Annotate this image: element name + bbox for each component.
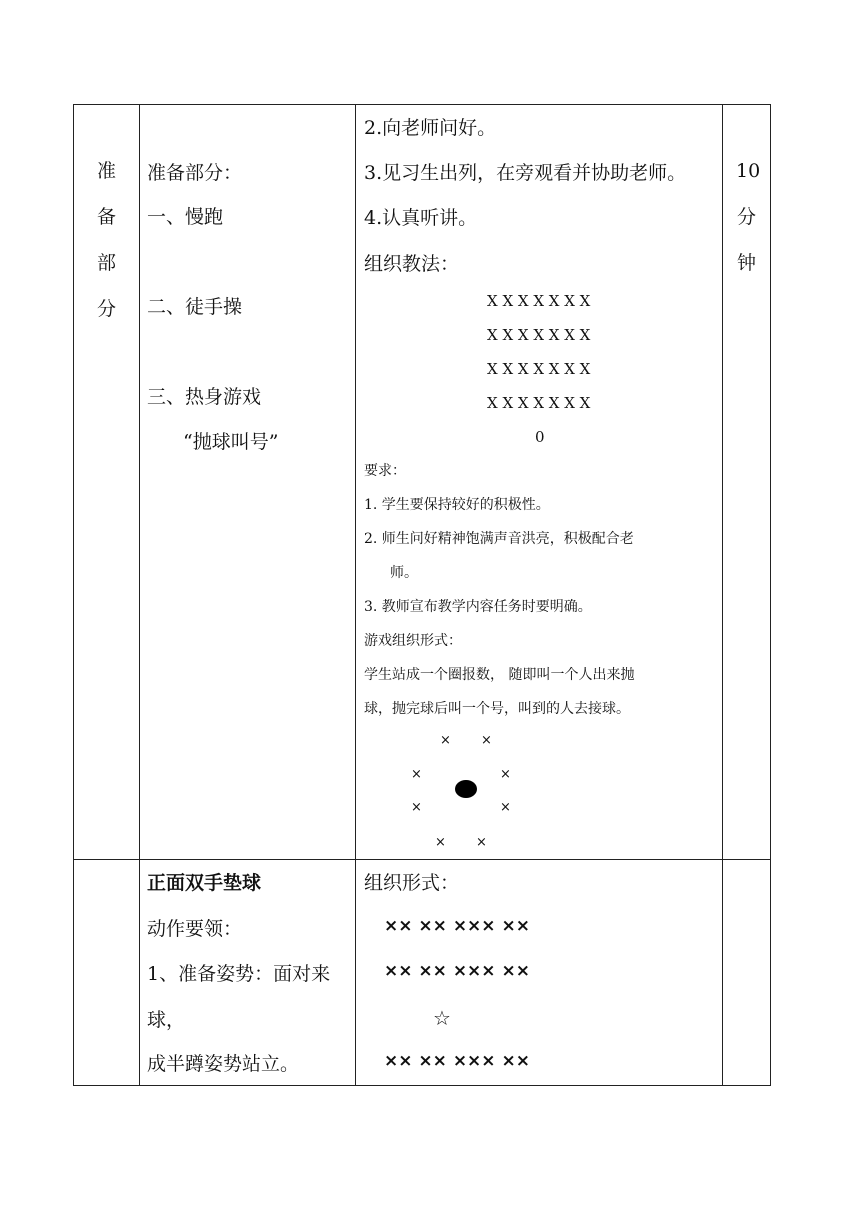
formation-row: X X X X X X X bbox=[487, 326, 591, 344]
teacher-position: 0 bbox=[535, 428, 545, 446]
student-mark: × bbox=[435, 835, 446, 850]
ball-icon bbox=[455, 780, 477, 798]
student-row: ×× ×× ××× ×× bbox=[384, 1051, 530, 1071]
requirement-item: 3. 教师宣布教学内容任务时要明确。 bbox=[364, 599, 592, 615]
row-divider bbox=[73, 859, 771, 860]
time-number: 10 bbox=[736, 160, 761, 182]
formation-row: X X X X X X X bbox=[487, 360, 591, 378]
method-line: 4.认真听讲。 bbox=[364, 207, 478, 229]
step-description: 成半蹲姿势站立。 bbox=[147, 1053, 300, 1075]
section-label-char: 分 bbox=[97, 298, 117, 320]
teacher-star-icon: ☆ bbox=[433, 1006, 451, 1030]
student-mark: × bbox=[411, 800, 422, 815]
student-mark: × bbox=[476, 835, 487, 850]
content-item-freehand-exercise: 二、徒手操 bbox=[147, 296, 243, 318]
student-row: ×× ×× ××× ×× bbox=[384, 961, 530, 981]
organization-title: 组织形式： bbox=[364, 872, 460, 894]
time-unit: 钟 bbox=[737, 252, 757, 274]
requirements-title: 要求： bbox=[364, 463, 406, 479]
student-mark: × bbox=[411, 767, 422, 782]
organization-title: 组织教法： bbox=[364, 253, 460, 275]
student-row: ×× ×× ××× ×× bbox=[384, 916, 530, 936]
requirement-item-continued: 师。 bbox=[390, 565, 418, 581]
student-mark: × bbox=[500, 800, 511, 815]
section-label-char: 部 bbox=[97, 252, 117, 274]
section-label-char: 备 bbox=[97, 206, 117, 228]
essentials-heading: 动作要领： bbox=[147, 918, 243, 940]
column-divider-2 bbox=[355, 104, 356, 1086]
formation-row: X X X X X X X bbox=[487, 292, 591, 310]
game-organization-title: 游戏组织形式： bbox=[364, 633, 462, 649]
requirement-item: 1. 学生要保持较好的积极性。 bbox=[364, 497, 550, 513]
table-right-border bbox=[770, 104, 771, 1086]
requirement-item: 2. 师生问好精神饱满声音洪亮，积极配合老 bbox=[364, 531, 634, 547]
student-mark: × bbox=[500, 767, 511, 782]
content-heading: 准备部分： bbox=[147, 162, 243, 184]
method-line: 3.见习生出列，在旁观看并协助老师。 bbox=[364, 162, 687, 184]
formation-row: X X X X X X X bbox=[487, 394, 591, 412]
skill-title: 正面双手垫球 bbox=[147, 872, 262, 894]
content-item-jogging: 一、慢跑 bbox=[147, 206, 224, 228]
section-label-char: 准 bbox=[97, 160, 117, 182]
table-top-border bbox=[73, 104, 771, 105]
game-description: 球，抛完球后叫一个号，叫到的人去接球。 bbox=[364, 701, 630, 717]
table-left-border bbox=[73, 104, 74, 1086]
column-divider-3 bbox=[722, 104, 723, 1086]
content-item-warmup-game: 三、热身游戏 bbox=[147, 386, 262, 408]
table-bottom-border bbox=[73, 1085, 771, 1086]
column-divider-1 bbox=[139, 104, 140, 1086]
step-description: 球， bbox=[147, 1009, 186, 1031]
student-mark: × bbox=[481, 733, 492, 748]
method-line: 2.向老师问好。 bbox=[364, 117, 497, 139]
game-description: 学生站成一个圈报数， 随即叫一个人出来抛 bbox=[364, 667, 635, 683]
time-unit: 分 bbox=[737, 206, 757, 228]
content-game-name: “抛球叫号” bbox=[183, 431, 279, 453]
student-mark: × bbox=[440, 733, 451, 748]
step-description: 1、准备姿势：面对来 bbox=[147, 963, 331, 985]
